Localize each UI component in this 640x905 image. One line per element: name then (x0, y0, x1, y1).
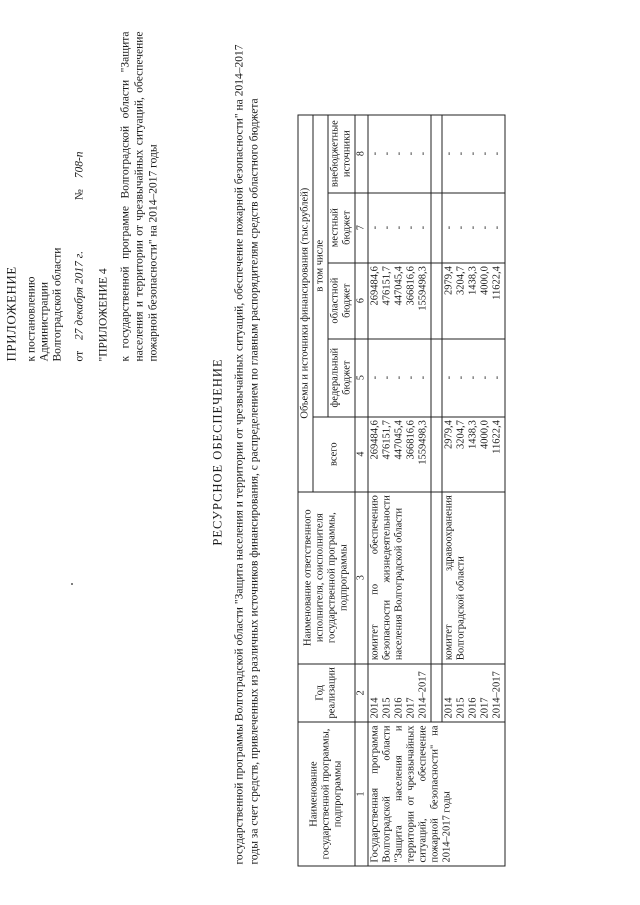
year-value: 2014 (443, 697, 455, 719)
approval-date-prefix: от (73, 350, 86, 362)
document-page (1, 0, 640, 905)
local-value: - (405, 225, 417, 230)
extra-value: - (467, 151, 479, 156)
header-executor: Наименование ответственного исполнителя, соисполнителя государственной программы, подпрограммы (298, 492, 355, 664)
header-total: всего (313, 417, 355, 492)
local-value: - (455, 225, 467, 230)
regional-value: 447045,4 (393, 266, 405, 306)
total-value: 447045,4 (393, 420, 405, 460)
local-value: - (381, 225, 393, 230)
federal-value: - (393, 375, 405, 380)
federal-cell (442, 339, 505, 417)
local-cell (368, 193, 431, 263)
approval-number-prefix: № (73, 189, 86, 201)
years-cell (368, 664, 431, 722)
year-value: 2016 (467, 697, 479, 719)
total-value: 366816,6 (405, 420, 417, 460)
header-program: Наименование государственной программы, подпрограммы (298, 722, 355, 866)
document-title: РЕСУРСНОЕ ОБЕСПЕЧЕНИЕ (210, 358, 225, 546)
total-value: 3204,7 (455, 420, 467, 450)
local-value: - (467, 225, 479, 230)
regional-value: 1438,3 (467, 266, 479, 296)
year-value: 2015 (381, 697, 393, 719)
regional-value: 11622,4 (491, 266, 503, 300)
approval-region: Волгоградской области (51, 247, 64, 362)
year-value: 2017 (405, 697, 417, 719)
regional-value: 476151,7 (381, 266, 393, 306)
local-value: - (479, 225, 491, 230)
year-value: 2015 (455, 697, 467, 719)
federal-value: - (491, 375, 503, 380)
extra-value: - (443, 151, 455, 156)
approval-heading: ПРИЛОЖЕНИЕ (3, 266, 19, 362)
header-funding-group: Объемы и источники финансирования (тыс.рублей) (298, 115, 313, 492)
document-subtitle: государственной программы Волгоградской области "Защита населения и территории от чрезвычайных ситуаций, обеспечение пожарной безопасности" на 2014–2017 годы за счет средств, привлеченных из различных источников финансирования, с распределением по главным распорядителям средств областного бюджета (233, 44, 260, 865)
regional-value: 1559498,3 (417, 266, 429, 311)
extra-value: - (393, 151, 405, 156)
column-number: 1 (355, 722, 368, 866)
total-value: 2979,4 (443, 420, 455, 450)
program-name-cell: Государственная программа Волгоградской области "Защита населения и территории от чрезвычайных ситуаций, обеспечение пожарной безопасности" на 2014–2017 годы (368, 722, 505, 866)
regional-value: 4000,0 (479, 266, 491, 296)
table-row (368, 115, 431, 866)
column-number: 3 (355, 492, 368, 664)
header-regional: областной бюджет (328, 263, 355, 339)
column-number: 5 (355, 339, 368, 417)
extra-value: - (381, 151, 393, 156)
header-including: в том числе (313, 115, 328, 417)
regional-value: 366816,6 (405, 266, 417, 306)
executor-cell: комитет здравоохранения Волгоградской области (442, 492, 505, 664)
extra-value: - (369, 151, 381, 156)
year-value: 2014 (369, 697, 381, 719)
extra-value: - (405, 151, 417, 156)
appendix-text: к государственной программе Волгоградской области "Защита населения и территории от чрезвычайных ситуаций, обеспечение пожарной безопасности" на 2014–2017 годы (119, 31, 160, 362)
local-value: - (393, 225, 405, 230)
year-value: 2014–2017 (417, 671, 429, 719)
local-value: - (443, 225, 455, 230)
regional-cell (368, 263, 431, 339)
federal-value: - (443, 375, 455, 380)
approval-administration: Администрации (38, 282, 51, 362)
federal-value: - (369, 375, 381, 380)
local-value: - (491, 225, 503, 230)
approval-number: 708-п (73, 151, 86, 179)
regional-cell (442, 263, 505, 339)
extra-cell (442, 115, 505, 193)
regional-value: 2979,4 (443, 266, 455, 296)
header-year: Год реализации (298, 664, 355, 722)
column-number: 7 (355, 193, 368, 263)
scan-speck (71, 583, 73, 585)
header-extra: внебюджетные источники (328, 115, 355, 193)
header-local: местный бюджет (328, 193, 355, 263)
approval-date: 27 декабря 2017 г. (73, 251, 86, 340)
federal-value: - (417, 375, 429, 380)
column-number: 8 (355, 115, 368, 193)
extra-value: - (491, 151, 503, 156)
column-number: 4 (355, 417, 368, 492)
total-value: 4000,0 (479, 420, 491, 450)
federal-value: - (405, 375, 417, 380)
total-value: 1559498,3 (417, 420, 429, 465)
federal-value: - (381, 375, 393, 380)
year-value: 2014–2017 (491, 671, 503, 719)
regional-value: 3204,7 (455, 266, 467, 296)
extra-value: - (455, 151, 467, 156)
year-value: 2016 (393, 697, 405, 719)
column-number: 2 (355, 664, 368, 722)
federal-value: - (455, 375, 467, 380)
years-cell (442, 664, 505, 722)
local-cell (442, 193, 505, 263)
total-cell (368, 417, 431, 492)
header-federal: федеральный бюджет (328, 339, 355, 417)
total-cell (442, 417, 505, 492)
federal-cell (368, 339, 431, 417)
year-value: 2017 (479, 697, 491, 719)
total-value: 1438,3 (467, 420, 479, 450)
approval-date-line (73, 42, 87, 362)
regional-value: 269484,6 (369, 266, 381, 306)
extra-value: - (479, 151, 491, 156)
total-value: 269484,6 (369, 420, 381, 460)
local-value: - (417, 225, 429, 230)
column-number: 6 (355, 263, 368, 339)
appendix-heading: "ПРИЛОЖЕНИЕ 4 (97, 268, 110, 362)
approval-resolution: к постановлению (25, 276, 38, 362)
resource-table (298, 114, 506, 866)
extra-cell (368, 115, 431, 193)
total-value: 11622,4 (491, 420, 503, 454)
extra-value: - (417, 151, 429, 156)
executor-cell: комитет по обеспечению безопасности жизнедеятельности населения Волгоградской области (368, 492, 431, 664)
total-value: 476151,7 (381, 420, 393, 460)
local-value: - (369, 225, 381, 230)
federal-value: - (479, 375, 491, 380)
federal-value: - (467, 375, 479, 380)
